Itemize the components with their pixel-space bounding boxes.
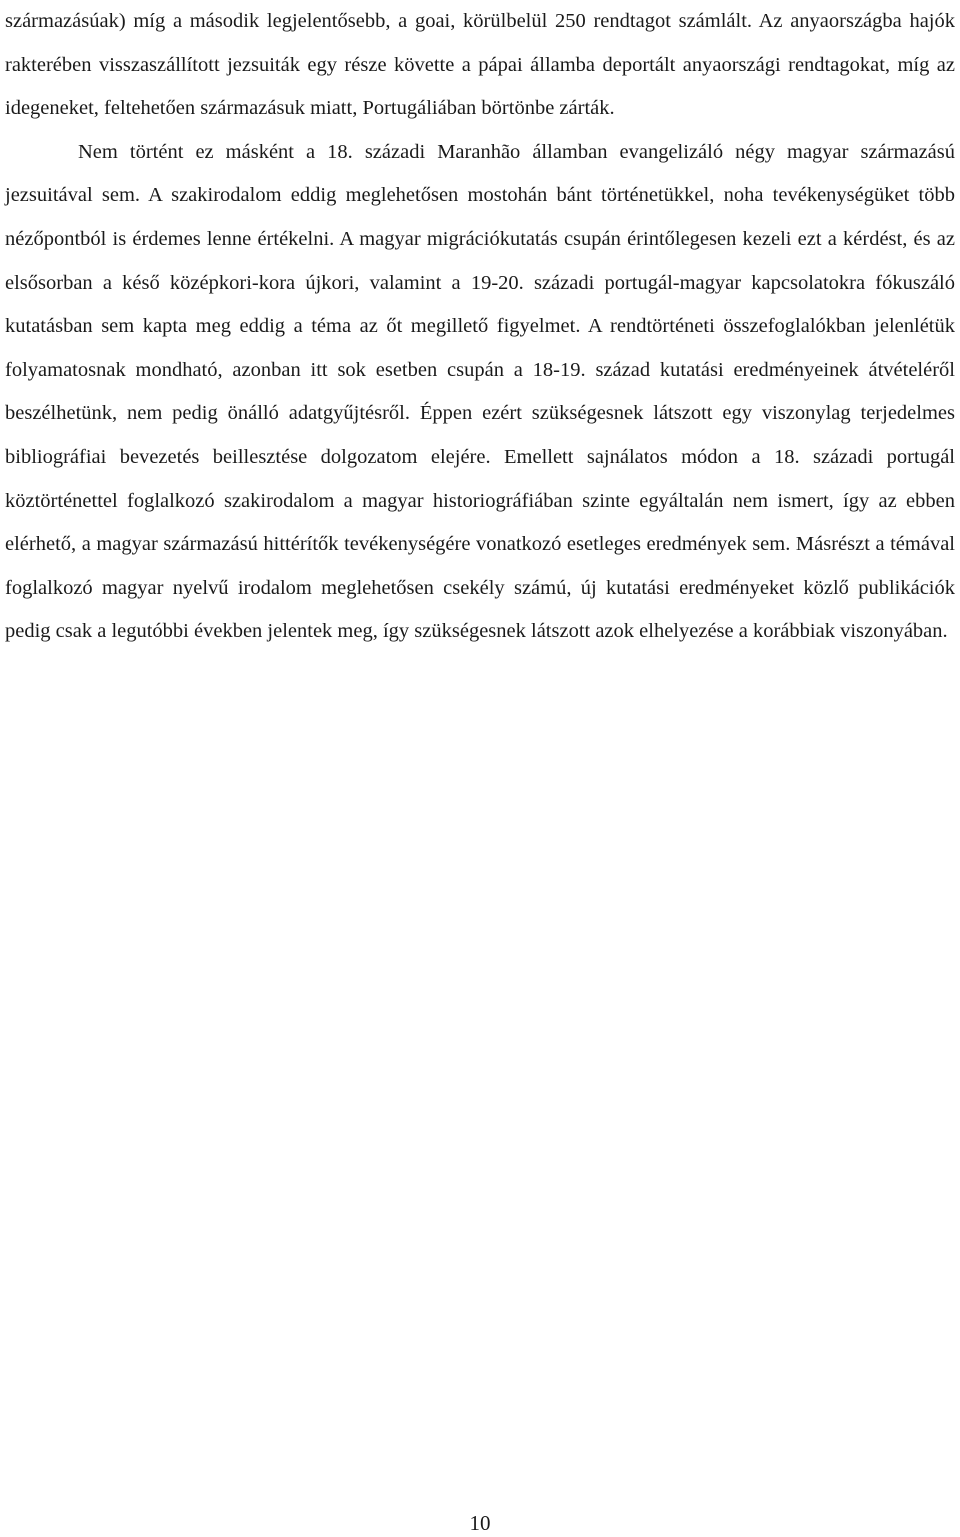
paragraph-main: Nem történt ez másként a 18. századi Maranhão államban evangelizáló négy magyar származású jezsuitával sem. A szakirodalom eddig meglehetősen mostohán bánt történetükkel, noha tevékenységüket több nézőpontból is érdemes lenne értékelni. A magyar migrációkutatás csupán érintőlegesen kezeli ezt a kérdést, és az elsősorban a késő középkori-kora újkori, valamint a 19-20. századi portugál-magyar kapcsolatokra fókuszáló kutatásban sem kapta meg eddig a téma az őt megillető figyelmet. A rendtörténeti összefoglalókban jelenlétük folyamatosnak mondható, azonban itt sok esetben csupán a 18-19. század kutatási eredményeinek átvételéről beszélhetünk, nem pedig önálló adatgyűjtésről. Éppen ezért szükségesnek látszott egy viszonylag terjedelmes bibliográfiai bevezetés beillesztése dolgozatom elejére. Emellett sajnálatos módon a 18. századi portugál köztörténettel foglalkozó szakirodalom a magyar historiográfiában szinte egyáltalán nem ismert, így az ebben elérhető, a magyar származású hittérítők tevékenységére vonatkozó esetleges eredmények sem. Másrészt a témával foglalkozó magyar nyelvű irodalom meglehetősen csekély számú, új kutatási eredményeket közlő publikációk pedig csak a legutóbbi években jelentek meg, így szükségesnek látszott azok elhelyezése a korábbiak viszonyában. xyxy=(5,140,955,643)
paragraph-continuation: származásúak) míg a második legjelentősebb, a goai, körülbelül 250 rendtagot számlált. Az anyaországba hajók rakterében visszaszállított jezsuiták egy része követte a pápai államba deportált anyaországi rendtagokat, míg az idegeneket, feltehetően származásuk miatt, Portugáliában börtönbe zárták. xyxy=(5,10,955,120)
page-number: 10 xyxy=(469,1511,491,1535)
body-text xyxy=(5,0,955,654)
